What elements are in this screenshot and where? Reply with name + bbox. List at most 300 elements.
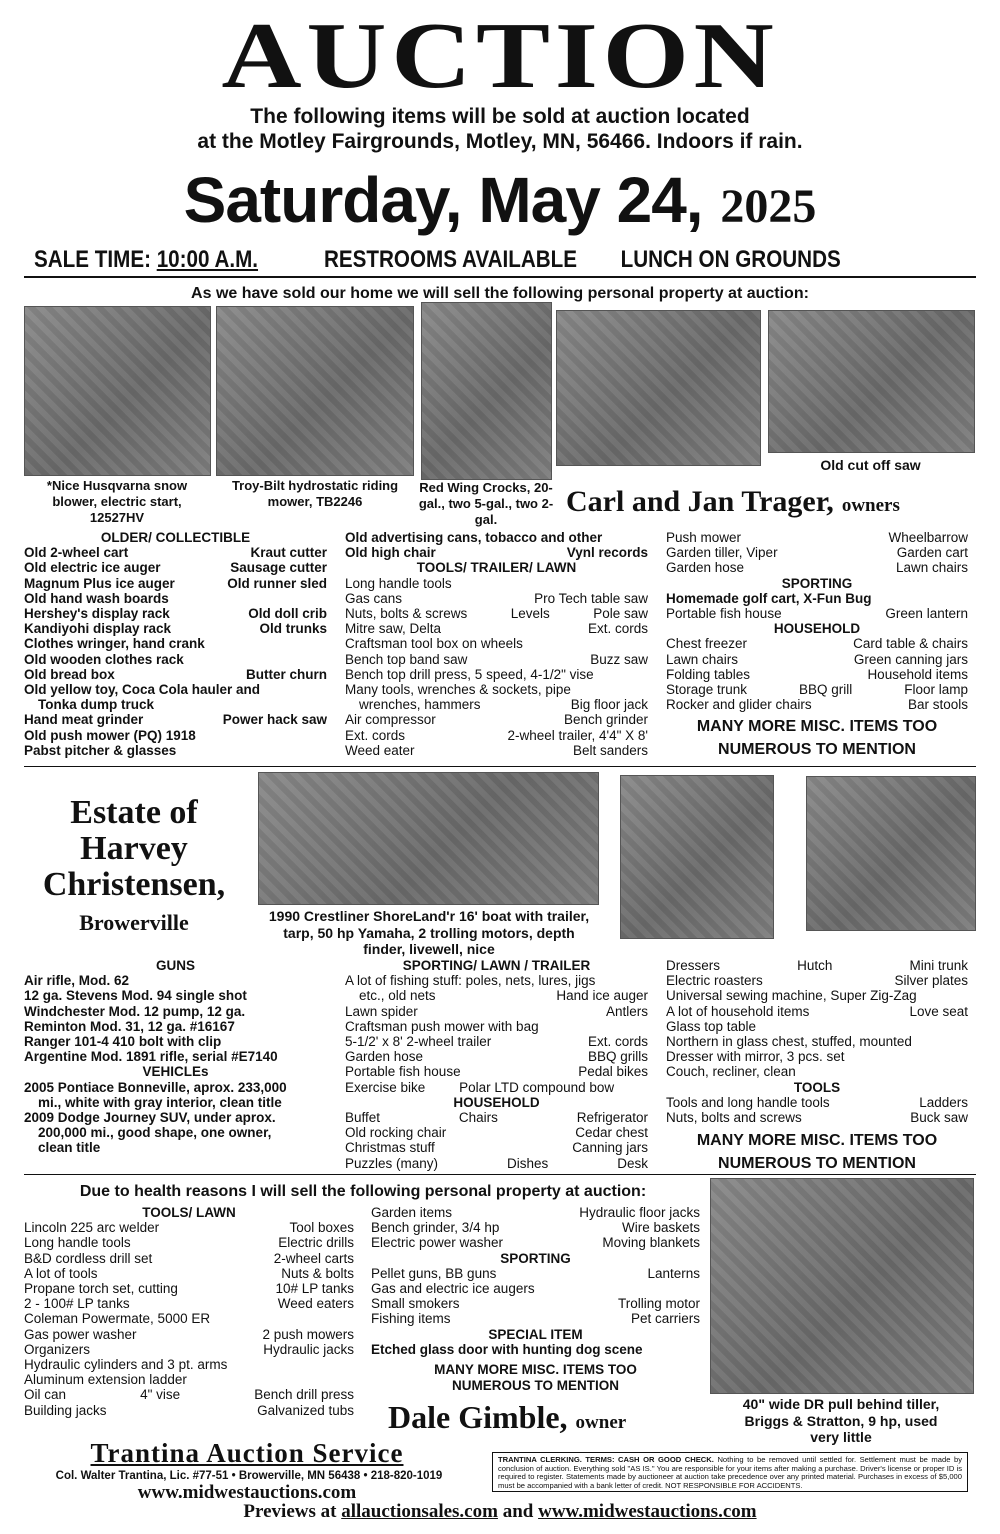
list-item-text: Hydraulic cylinders and 3 pt. arms — [24, 1357, 228, 1373]
snowblower-caption: *Nice Husqvarna snow blower, electric start, 12527HV — [46, 478, 188, 525]
section-heading: SPECIAL ITEM — [488, 1326, 583, 1342]
list-item-text: Pellet guns, BB guns — [371, 1265, 497, 1281]
list-item-text: Love seat — [909, 1003, 968, 1019]
list-item-text: Craftsman push mower with bag — [345, 1018, 539, 1034]
list-item-text: Ext. cords — [587, 621, 648, 637]
list-item-text: Old high chair — [345, 545, 436, 561]
section-heading: TOOLS — [793, 1079, 841, 1095]
list-item — [666, 1004, 968, 1019]
list-item-text: 2005 Pontiace Bonneville, aprox. 233,000 — [24, 1079, 287, 1095]
list-item — [24, 576, 327, 591]
list-item — [371, 1220, 700, 1235]
list-item-text: Old advertising cans, tobacco and other — [345, 530, 603, 545]
list-item — [345, 697, 648, 712]
list-item-text: Portable fish house — [666, 606, 782, 622]
list-item-text: Gas power washer — [24, 1326, 137, 1342]
list-item-text: Nuts & bolts — [281, 1265, 354, 1281]
list-item — [24, 636, 327, 651]
list-item — [371, 1281, 700, 1296]
list-item-text: Chest freezer — [666, 636, 748, 652]
many-more-line: NUMEROUS TO MENTION — [718, 1155, 916, 1173]
list-item-text: Vynl records — [566, 545, 648, 561]
list-item-text: Oil can — [24, 1387, 67, 1403]
list-item-text: Air compressor — [345, 712, 436, 728]
list-item-text: mi., white with gray interior, clean title — [38, 1094, 282, 1110]
list-item-text: Garden hose — [666, 560, 745, 576]
list-item-text: Hand ice auger — [556, 988, 648, 1004]
list-item-text: Lawn spider — [345, 1003, 418, 1019]
list-item-text: Homemade golf cart, X-Fun Bug — [666, 590, 872, 606]
list-item-text: Bench grinder — [563, 712, 648, 728]
previews-link-midwestauctions[interactable]: www.midwestauctions.com — [538, 1501, 757, 1522]
many-more-line: NUMEROUS TO MENTION — [718, 741, 916, 759]
tiller-photo — [710, 1178, 974, 1394]
list-item-text: Hershey's display rack — [24, 606, 170, 622]
previews-prefix: Previews at — [243, 1501, 337, 1522]
list-item-text: Bar stools — [907, 697, 968, 713]
list-item-text: Wheelbarrow — [888, 530, 968, 545]
list-item-text: Card table & chairs — [853, 636, 968, 652]
previews-line — [0, 1499, 1000, 1525]
many-more-note — [371, 1362, 700, 1394]
list-item-text: Pet carriers — [630, 1311, 700, 1327]
list-item-text: 2-wheel carts — [273, 1250, 354, 1266]
list-item — [345, 621, 648, 636]
crocks-caption: Red Wing Crocks, 20-gal., two 5-gal., two 2-gal. — [418, 480, 554, 527]
list-item — [24, 682, 327, 697]
list-item — [345, 973, 648, 988]
list-item-text: Building jacks — [24, 1402, 107, 1418]
list-item-text: Tools and long handle tools — [666, 1094, 830, 1110]
previews-and: and — [502, 1501, 534, 1522]
list-item — [345, 591, 648, 606]
list-item-text: Old runner sled — [227, 575, 327, 591]
list-item-text: Electric power washer — [371, 1235, 504, 1251]
list-item-text: Moving blankets — [602, 1235, 700, 1251]
list-item-text: Bench top band saw — [345, 651, 468, 667]
list-item-text: Garden hose — [345, 1049, 424, 1065]
list-item-text: A lot of tools — [24, 1265, 98, 1281]
list-item-text: Mini trunk — [909, 958, 968, 973]
list-item — [345, 576, 648, 591]
list-item-text: Belt sanders — [572, 742, 648, 758]
list-item-text: Old push mower (PQ) 1918 — [24, 727, 196, 743]
colonel-info: Col. Walter Trantina, Lic. #77-51 • Browerville, MN 56438 • 218-820-1019 — [55, 1470, 443, 1482]
list-item-text: Lawn chairs — [895, 560, 968, 576]
list-item-text: Craftsman tool box on wheels — [345, 636, 523, 652]
list-item-text: Lincoln 225 arc welder — [24, 1220, 160, 1236]
list-item-text: Silver plates — [894, 973, 968, 989]
list-item — [24, 1372, 354, 1387]
special-item: Etched glass door with hunting dog scene — [371, 1341, 643, 1357]
list-item — [666, 560, 968, 575]
list-item — [24, 1403, 354, 1418]
many-more-line: MANY MORE MISC. ITEMS TOO — [696, 1132, 938, 1150]
list-item-text: 12 ga. Stevens Mod. 94 single shot — [24, 988, 247, 1004]
section-heading: TOOLS/ LAWN — [142, 1205, 236, 1220]
list-item — [345, 667, 648, 682]
list-item — [24, 697, 327, 712]
list-item — [666, 682, 968, 697]
terms-text: Nothing to be removed until settled for. Settlement must be made by conclusion of auction. Everything sold "AS IS." You are responsible for your items after making a purchase. Driver's license or proper ID is required to register. Statements made by auctioneer at auction take precedence over any printed material. Purchases in excess of $5,000 must be accompanied with a bank letter of credit. NOT RESPONSIBLE FOR ACCIDENTS. — [498, 1455, 962, 1490]
list-item-text: Many tools, wrenches & sockets, pipe — [345, 682, 571, 698]
section-heading: HOUSEHOLD — [773, 621, 861, 637]
list-item — [24, 667, 327, 682]
list-item-text: 4" vise — [140, 1387, 181, 1403]
many-more-line: MANY MORE MISC. ITEMS TOO — [434, 1362, 637, 1378]
list-item — [24, 1251, 354, 1266]
list-item — [24, 591, 327, 606]
list-item — [24, 560, 327, 575]
household-tools-column — [666, 958, 968, 1175]
sale-info-bar — [34, 245, 839, 275]
list-item — [666, 973, 968, 988]
section2-rule — [24, 1174, 976, 1175]
list-item — [371, 1311, 700, 1326]
terms-heading: TRANTINA CLERKING. TERMS: CASH OR GOOD CHECK. — [498, 1455, 714, 1464]
list-item — [24, 728, 327, 743]
list-item-text: Portable fish house — [345, 1064, 461, 1080]
restrooms-note: RESTROOMS AVAILABLE — [323, 246, 578, 273]
list-item-text: Ext. cords — [345, 727, 406, 743]
list-item — [24, 1311, 354, 1326]
list-item — [345, 1140, 648, 1155]
list-item-text: 10# LP tanks — [275, 1281, 354, 1297]
list-item — [24, 1125, 327, 1140]
section-heading: SPORTING — [781, 575, 853, 591]
section-heading: VEHICLEs — [142, 1064, 209, 1080]
list-item-text: Old 2-wheel cart — [24, 545, 129, 561]
snowblower-photo — [24, 306, 211, 476]
list-item-text: Push mower — [666, 530, 742, 545]
auction-title: AUCTION — [221, 4, 779, 108]
list-item — [24, 973, 327, 988]
list-item-text: Ranger 101-4 410 bolt with clip — [24, 1034, 222, 1050]
list-item-text: Old yellow toy, Coca Cola hauler and — [24, 682, 261, 698]
list-item-text: Sausage cutter — [230, 560, 327, 576]
list-item-text: Christmas stuff — [345, 1140, 435, 1156]
list-item-text: Refrigerator — [576, 1110, 648, 1126]
list-item-text: Green canning jars — [853, 651, 968, 667]
list-item — [666, 667, 968, 682]
list-item-text: Ladders — [919, 1094, 968, 1110]
list-item — [24, 1004, 327, 1019]
list-item — [666, 1095, 968, 1110]
list-item — [345, 1064, 648, 1079]
crocks-photo — [421, 302, 552, 480]
list-item-text: Windchester Mod. 12 pump, 12 ga. — [24, 1003, 246, 1019]
list-item — [24, 1034, 327, 1049]
many-more-note — [666, 715, 968, 761]
list-item-text: Desk — [617, 1155, 648, 1171]
shelf-photo — [556, 310, 761, 466]
list-item-text: Fishing items — [371, 1311, 451, 1327]
older-collectible-column — [24, 530, 327, 758]
list-item — [666, 606, 968, 621]
list-item-text: A lot of fishing stuff: poles, nets, lures, jigs — [345, 973, 596, 989]
list-item-text: Galvanized tubs — [257, 1402, 354, 1418]
list-item-text: Gas cans — [345, 590, 403, 606]
sale-time-value: 10:00 A.M. — [156, 246, 259, 273]
list-item — [666, 545, 968, 560]
list-item-text: Household items — [867, 666, 968, 682]
list-item-text: Dressers — [666, 958, 721, 973]
list-item — [24, 1110, 327, 1125]
list-item-text: Garden cart — [896, 545, 968, 561]
estate-line-3: Christensen, — [42, 866, 226, 903]
list-item-text: Ext. cords — [587, 1034, 648, 1050]
section-heading: SPORTING — [500, 1250, 571, 1266]
list-item-text: Old electric ice auger — [24, 560, 161, 576]
header-rule — [24, 276, 976, 278]
list-item-text: Glass top table — [666, 1018, 757, 1034]
list-item-text: BBQ grills — [587, 1049, 648, 1065]
section-heading: SPORTING/ LAWN / TRAILER — [402, 958, 591, 973]
list-item-text: Organizers — [24, 1341, 91, 1357]
list-item — [345, 636, 648, 651]
list-item — [666, 652, 968, 667]
list-item-text: Floor lamp — [904, 682, 968, 698]
terms-box — [492, 1452, 968, 1492]
list-item — [24, 545, 327, 560]
previews-link-allauctionsales[interactable]: allauctionsales.com — [341, 1501, 498, 1522]
list-item — [666, 988, 968, 1003]
list-item — [24, 1140, 327, 1155]
cutoff-saw-caption: Old cut off saw — [820, 457, 921, 473]
sale-date-year: 2025 — [720, 180, 817, 233]
list-item-text: Trolling motor — [617, 1296, 700, 1312]
list-item — [666, 591, 968, 606]
list-item-text: Polar LTD compound bow — [459, 1079, 615, 1095]
list-item-text: Tool boxes — [289, 1220, 354, 1236]
section-heading: OLDER/ COLLECTIBLE — [100, 530, 251, 545]
list-item — [345, 1049, 648, 1064]
list-item-text: Nuts, bolts & screws — [345, 606, 468, 622]
owner-trager-name: Carl and Jan Trager, — [566, 485, 834, 518]
list-item — [24, 1049, 327, 1064]
company-name: Trantina Auction Service — [90, 1438, 404, 1468]
list-item-text: Rocker and glider chairs — [666, 697, 812, 713]
list-item — [345, 652, 648, 667]
list-item — [666, 530, 968, 545]
many-more-line: NUMEROUS TO MENTION — [451, 1378, 619, 1394]
list-item-text: Weed eaters — [277, 1296, 354, 1312]
list-item-text: B&D cordless drill set — [24, 1250, 153, 1266]
estate-title — [24, 795, 244, 943]
many-more-line: MANY MORE MISC. ITEMS TOO — [696, 718, 938, 736]
tiller-caption: 40" wide DR pull behind tiller, Briggs & Stratton, 9 hp, used very little — [742, 1396, 940, 1445]
owner-trager — [566, 482, 900, 526]
guns-vehicles-column — [24, 958, 327, 1156]
list-item — [345, 1080, 648, 1095]
list-item-text: Pole saw — [593, 606, 648, 622]
list-item-text: Small smokers — [371, 1296, 460, 1312]
list-item-text: Tonka dump truck — [38, 697, 155, 713]
list-item — [24, 1342, 354, 1357]
list-item-text: Chairs — [458, 1110, 498, 1126]
list-item-text: Pro Tech table saw — [534, 590, 648, 606]
boat-caption: 1990 Crestliner ShoreLand'r 16' boat with trailer, tarp, 50 hp Yamaha, 2 trolling motors, depth finder, livewell, nice — [268, 908, 590, 957]
list-item — [371, 1296, 700, 1311]
list-item — [24, 1387, 354, 1402]
list-item-text: Long handle tools — [345, 575, 452, 591]
list-item-text: Garden tiller, Viper — [666, 545, 778, 561]
secretary-desk-photo — [806, 776, 976, 931]
list-item-text: clean title — [38, 1140, 101, 1156]
list-item-text: Bench grinder, 3/4 hp — [371, 1220, 500, 1236]
list-item-text: Mitre saw, Delta — [345, 621, 442, 637]
dresser-photo — [620, 775, 774, 939]
list-item — [24, 743, 327, 758]
list-item-text: 5-1/2' x 8' 2-wheel trailer — [345, 1034, 492, 1050]
list-item — [345, 1110, 648, 1125]
list-item — [24, 988, 327, 1003]
list-item — [24, 1235, 354, 1250]
list-item-text: Big floor jack — [570, 697, 648, 713]
list-item-text: Hand meat grinder — [24, 712, 144, 728]
list-item — [345, 530, 648, 545]
list-item-text: Wire baskets — [621, 1220, 700, 1236]
list-item-text: Power hack saw — [222, 712, 327, 728]
list-item-text: Aluminum extension ladder — [24, 1372, 187, 1388]
list-item — [24, 1357, 354, 1372]
list-item-text: Old rocking chair — [345, 1125, 447, 1141]
riding-mower-photo — [216, 306, 414, 476]
list-item-text: Hutch — [797, 958, 833, 973]
list-item — [24, 1296, 354, 1311]
list-item — [24, 1220, 354, 1235]
list-item-text: Northern in glass chest, stuffed, mounted — [666, 1034, 912, 1050]
list-item-text: Hydraulic jacks — [263, 1341, 354, 1357]
section3-intro: Due to health reasons I will sell the following personal property at auction: — [79, 1183, 647, 1200]
owner-gimble-suffix: owner — [575, 1412, 627, 1433]
list-item — [24, 1266, 354, 1281]
list-item — [371, 1205, 700, 1220]
list-item-text: A lot of household items — [666, 1003, 810, 1019]
list-item-text: Pedal bikes — [578, 1064, 648, 1080]
list-item-text: Reminton Mod. 31, 12 ga. #16167 — [24, 1018, 235, 1034]
list-item-text: 2 - 100# LP tanks — [24, 1296, 130, 1312]
list-item-text: Old doll crib — [248, 606, 327, 622]
list-item — [24, 1080, 327, 1095]
list-item — [345, 712, 648, 727]
list-item — [24, 1281, 354, 1296]
list-item — [345, 1034, 648, 1049]
list-item — [24, 621, 327, 636]
list-item — [666, 1034, 968, 1049]
tools-trailer-lawn-column — [345, 530, 648, 758]
list-item-text: Old trunks — [259, 621, 327, 637]
list-item — [24, 1019, 327, 1034]
list-item — [345, 1004, 648, 1019]
list-item — [24, 1327, 354, 1342]
list-item — [24, 1095, 327, 1110]
company-website: www.midwestauctions.com — [137, 1482, 357, 1503]
list-item-text: Long handle tools — [24, 1235, 131, 1251]
section1-intro: As we have sold our home we will sell the following personal property at auction: — [191, 285, 809, 302]
list-item — [666, 1110, 968, 1125]
list-item — [345, 988, 648, 1003]
owner-trager-suffix: owners — [841, 495, 900, 516]
estate-place: Browerville — [79, 910, 189, 935]
list-item-text: Dresser with mirror, 3 pcs. set — [666, 1049, 845, 1065]
list-item-text: Hydraulic floor jacks — [579, 1205, 700, 1220]
sale-date — [0, 160, 1000, 247]
estate-line-2: Harvey — [80, 830, 188, 867]
list-item-text: Puzzles (many) — [345, 1155, 439, 1171]
list-item-text: Dishes — [507, 1155, 549, 1171]
list-item-text: Cedar chest — [575, 1125, 648, 1141]
list-item-text: Buzz saw — [590, 651, 648, 667]
list-item — [24, 606, 327, 621]
list-item — [666, 1064, 968, 1079]
cutoff-saw-photo — [768, 310, 975, 453]
section-heading: TOOLS/ TRAILER/ LAWN — [416, 560, 577, 576]
list-item-text: Weed eater — [345, 742, 415, 758]
list-item — [24, 712, 327, 727]
list-item — [666, 958, 968, 973]
list-item-text: Electric roasters — [666, 973, 763, 989]
list-item-text: Old wooden clothes rack — [24, 651, 184, 667]
list-item-text: 200,000 mi., good shape, one owner, — [38, 1125, 272, 1141]
list-item — [666, 1049, 968, 1064]
list-item — [345, 743, 648, 758]
list-item-text: Propane torch set, cutting — [24, 1281, 178, 1297]
list-item — [666, 636, 968, 651]
section-heading: HOUSEHOLD — [453, 1094, 540, 1110]
section1-rule — [24, 766, 976, 767]
list-item-text: etc., old nets — [359, 988, 436, 1004]
list-item-text: Green lantern — [885, 606, 968, 622]
list-item-text: Storage trunk — [666, 682, 748, 698]
sporting-special-column — [371, 1205, 700, 1394]
list-item-text: Pabst pitcher & glasses — [24, 742, 177, 758]
list-item — [24, 652, 327, 667]
list-item — [345, 545, 648, 560]
list-item-text: Butter churn — [246, 666, 327, 682]
list-item-text: Bench top drill press, 5 speed, 4-1/2" vise — [345, 666, 594, 682]
list-item-text: Levels — [510, 606, 550, 622]
list-item-text: Electric drills — [278, 1235, 354, 1251]
list-item — [345, 728, 648, 743]
location-line-1: The following items will be sold at auction located — [250, 105, 750, 128]
list-item-text: 2-wheel trailer, 4'4" X 8' — [507, 727, 648, 743]
lunch-note: LUNCH ON GROUNDS — [620, 246, 841, 273]
sale-date-main: Saturday, May 24, — [183, 164, 703, 236]
list-item-text: Canning jars — [572, 1140, 648, 1156]
list-item — [345, 1019, 648, 1034]
list-item-text: Buck saw — [910, 1110, 968, 1126]
boat-photo — [258, 772, 599, 905]
list-item — [345, 1125, 648, 1140]
list-item-text: Clothes wringer, hand crank — [24, 636, 205, 652]
list-item-text: Folding tables — [666, 666, 751, 682]
list-item-text: 2 push mowers — [262, 1326, 354, 1342]
list-item-text: Kraut cutter — [250, 545, 327, 561]
sale-time-label: SALE TIME: — [34, 246, 151, 273]
list-item-text: Lanterns — [647, 1265, 700, 1281]
list-item-text: Nuts, bolts and screws — [666, 1110, 802, 1126]
list-item-text: 2009 Dodge Journey SUV, under aprox. — [24, 1110, 276, 1126]
list-item-text: Old hand wash boards — [24, 590, 169, 606]
list-item-text: wrenches, hammers — [359, 697, 481, 713]
list-item-text: Argentine Mod. 1891 rifle, serial #E7140 — [24, 1049, 278, 1065]
list-item-text: Magnum Plus ice auger — [24, 575, 175, 591]
owner-gimble-name: Dale Gimble, — [388, 1399, 568, 1435]
list-item — [345, 1156, 648, 1171]
list-item-text: Universal sewing machine, Super Zig-Zag — [666, 988, 917, 1004]
list-item-text: Coleman Powermate, 5000 ER — [24, 1311, 211, 1327]
